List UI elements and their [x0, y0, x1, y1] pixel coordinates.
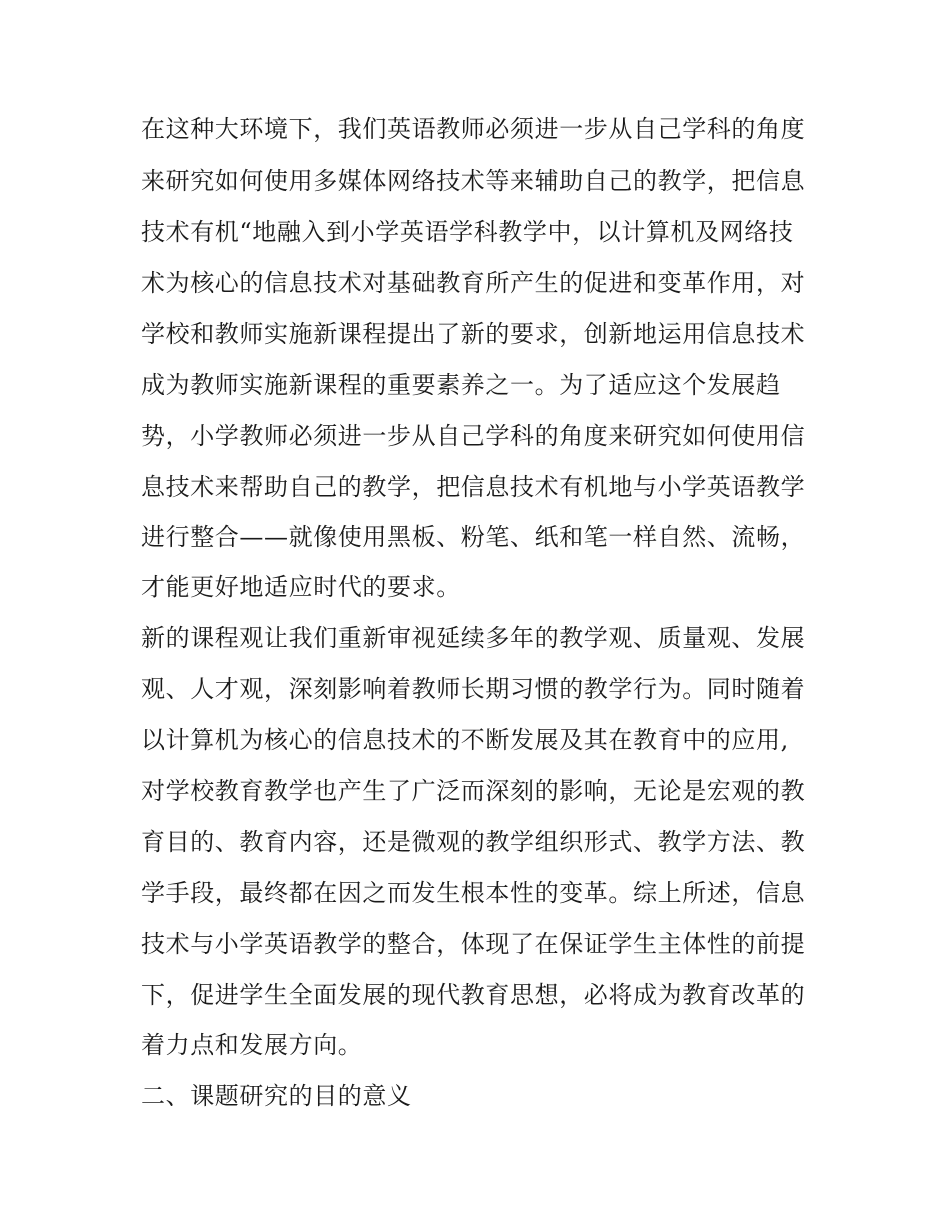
paragraph-1-line-1: 在这种大环境下，我们英语教师必须进一步从自己学科的角度	[141, 115, 806, 143]
paragraph-2-line-9: 着力点和发展方向。	[141, 1031, 363, 1059]
paragraph-2-line-1: 新的课程观让我们重新审视延续多年的教学观、质量观、发展	[141, 624, 806, 652]
paragraph-2-line-7: 技术与小学英语教学的整合，体现了在保证学生主体性的前提	[141, 930, 806, 958]
paragraph-2-line-4: 对学校教育教学也产生了广泛而深刻的影响，无论是宏观的教	[141, 777, 806, 805]
paragraph-1-line-8: 息技术来帮助自己的教学，把信息技术有机地与小学英语教学	[141, 473, 806, 501]
paragraph-2-line-8: 下，促进学生全面发展的现代教育思想，必将成为教育改革的	[141, 981, 806, 1009]
section-heading: 二、课题研究的目的意义	[141, 1082, 412, 1110]
paragraph-1-line-3: 技术有机“地融入到小学英语学科教学中，以计算机及网络技	[141, 218, 794, 246]
paragraph-2-line-5: 育目的、教育内容，还是微观的教学组织形式、教学方法、教	[141, 828, 806, 856]
paragraph-2-line-3: 以计算机为核心的信息技术的不断发展及其在教育中的应用,	[141, 726, 789, 754]
paragraph-1-line-9: 进行整合——就像使用黑板、粉笔、纸和笔一样自然、流畅，	[141, 523, 806, 551]
paragraph-1-line-5: 学校和教师实施新课程提出了新的要求，创新地运用信息技术	[141, 320, 806, 348]
paragraph-1-line-2: 来研究如何使用多媒体网络技术等来辅助自己的教学，把信息	[141, 167, 806, 195]
paragraph-2-line-2: 观、人才观，深刻影响着教师长期习惯的教学行为。同时随着	[141, 675, 806, 703]
paragraph-1-line-6: 成为教师实施新课程的重要素养之一。为了适应这个发展趋	[141, 371, 781, 399]
paragraph-1-line-4: 术为核心的信息技术对基础教育所产生的促进和变革作用，对	[141, 269, 806, 297]
paragraph-2-line-6: 学手段，最终都在因之而发生根本性的变革。综上所述，信息	[141, 879, 806, 907]
paragraph-1-line-10: 才能更好地适应时代的要求。	[141, 573, 461, 601]
paragraph-1-line-7: 势，小学教师必须进一步从自己学科的角度来研究如何使用信	[141, 422, 806, 450]
